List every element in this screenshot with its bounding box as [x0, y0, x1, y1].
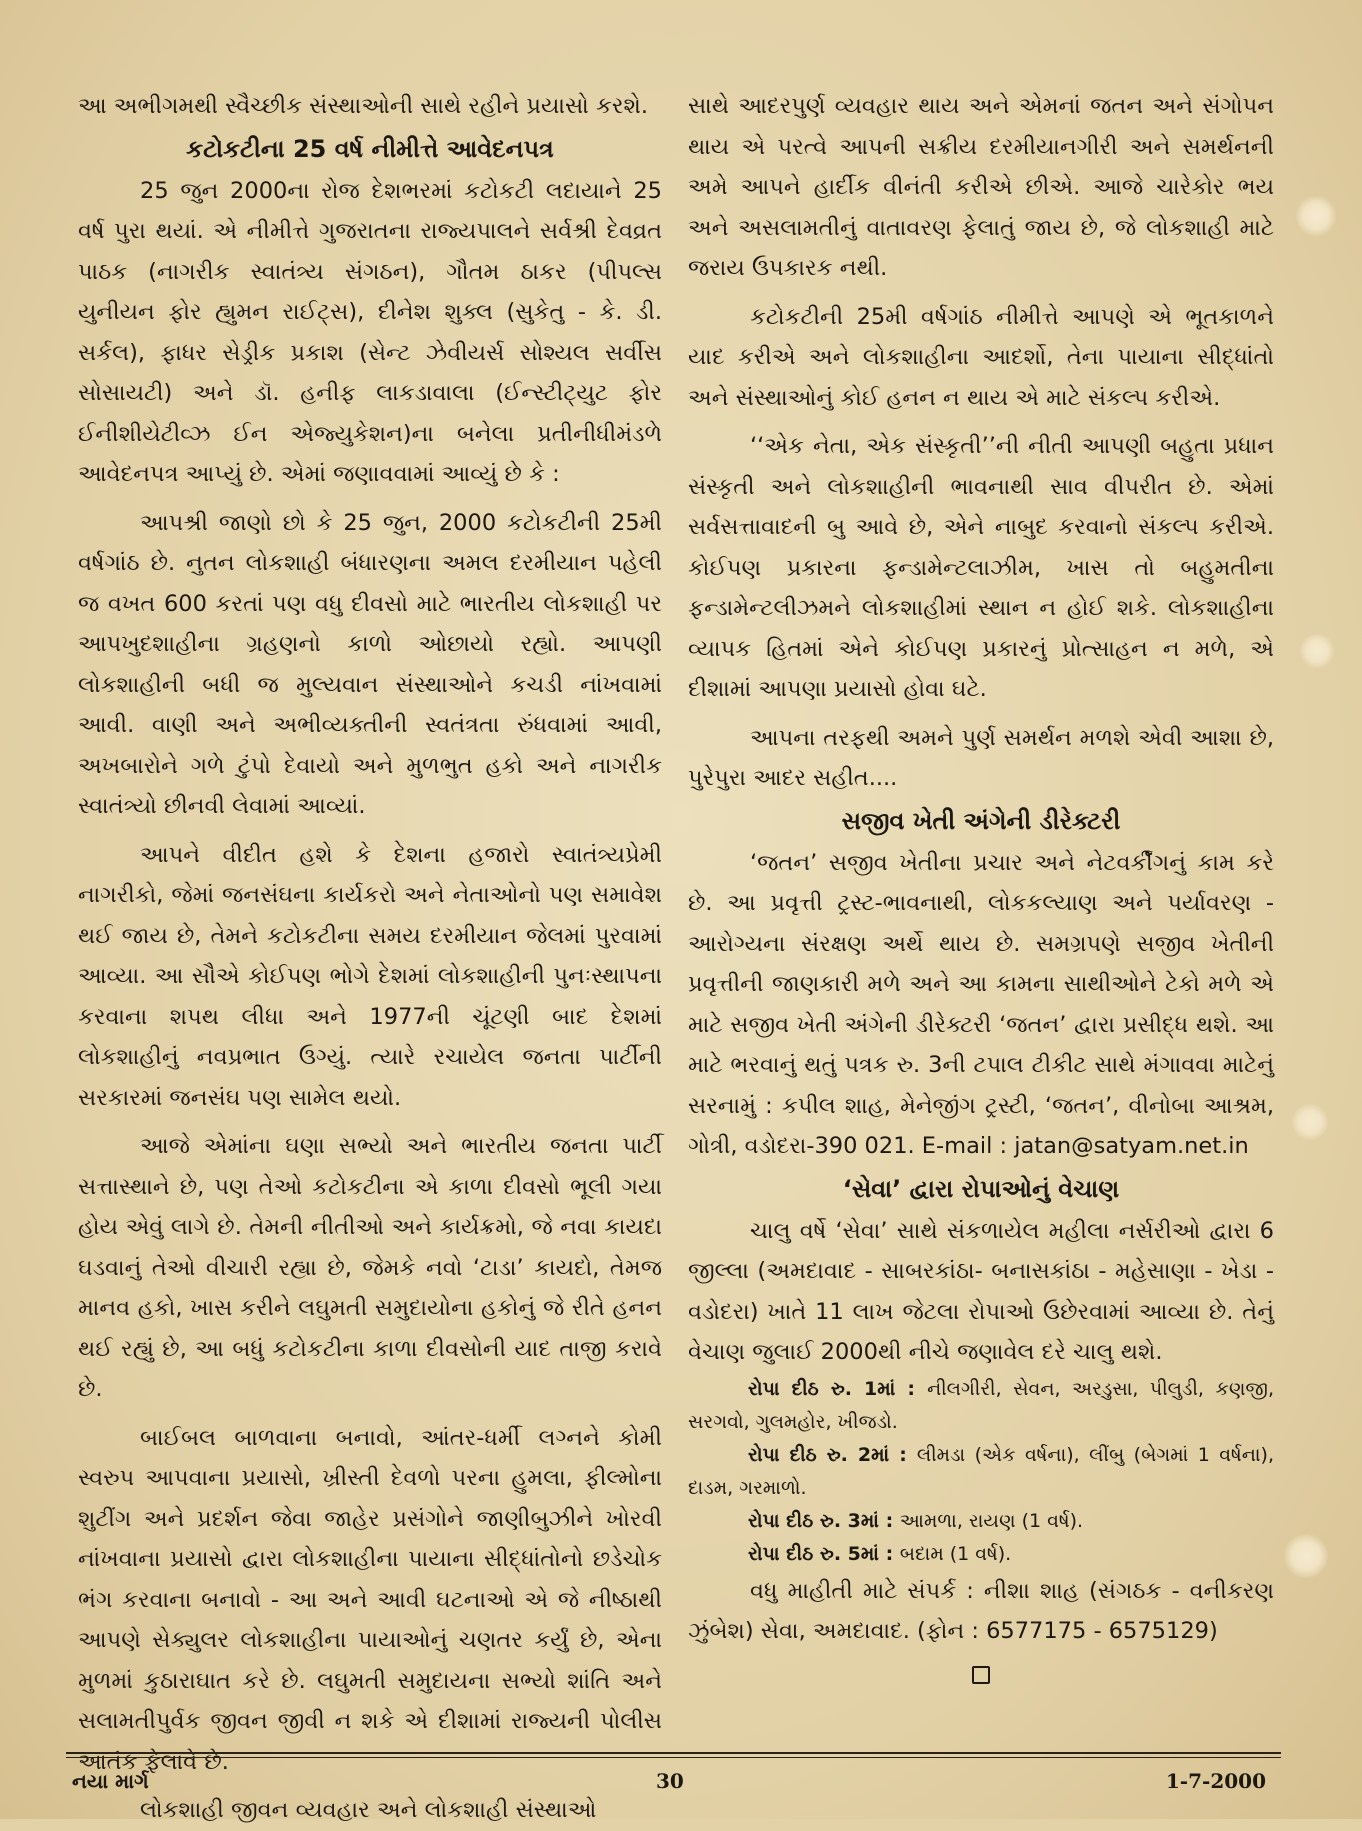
rate-label-4: રોપા દીઠ રુ. 5માં : — [748, 1542, 900, 1565]
rate-label-1: રોપા દીઠ રુ. 1માં : — [748, 1377, 928, 1400]
section-heading-emergency: કટોકટીના 25 વર્ષ નીમીત્તે આવેદનપત્ર — [186, 134, 554, 163]
paper-spot — [1300, 634, 1334, 668]
right-column — [688, 86, 1274, 1756]
section-heading-sapling-sale: ‘સેવા’ દ્વારા રોપાઓનું વેચાણ — [842, 1174, 1120, 1203]
right-sapling-paragraph: ચાલુ વર્ષે ‘સેવા’ સાથે સંકળાયેલ મહીલા નર્સરીઓ દ્વારા 6 જીલ્લા (અમદાવાદ - સાબરકાંઠા- બનાસકાંઠા - મહેસાણા - ખેડા - વડોદરા) ખાતે 11 લાખ જેટલા રોપાઓ ઉછેરવામાં આવ્યા છે. તેનું વેચાણ જુલાઈ 2000થી નીચે જણાવેલ દરે ચાલુ થશે. — [688, 1217, 1274, 1365]
rate-items-2: લીમડા (એક વર્ષના), લીંબુ (બેગમાં 1 વર્ષના), દાડમ, ગરમાળો. — [688, 1443, 1274, 1499]
left-paragraph-2: આપશ્રી જાણો છો કે 25 જુન, 2000 કટોકટીની 25મી વર્ષગાંઠ છે. નુતન લોકશાહી બંધારણના અમલ દરમીયાન પહેલી જ વખત 600 કરતાં પણ વધુ દીવસો માટે ભારતીય લોકશાહી પર આપખુદશાહીના ગ્રહણનો કાળો ઓછાયો રહ્યો. આપણી લોકશાહીની બધી જ મુલ્યવાન સંસ્થાઓને કચડી નાંખવામાં આવી. વાણી અને અભીવ્યક્તીની સ્વતંત્રતા રુંધવામાં આવી, અખબારોને ગળે ટુંપો દેવાયો અને મુળભુત હકો અને નાગરીક સ્વાતંત્ર્યો છીનવી લેવામાં આવ્યાં. — [78, 509, 662, 819]
rate-line-2 — [688, 1439, 1274, 1505]
rate-label-2: રોપા દીઠ રુ. 2માં : — [748, 1443, 917, 1466]
right-continuation-paragraph: સાથે આદરપુર્ણ વ્યવહાર થાય અને એમનાં જતન અને સંગોપન થાય એ પરત્વે આપની સક્રીય દરમીયાનગીરી અને સમર્થનની અમે આપને હાર્દીક વીનંતી કરીએ છીએ. આજે ચારેકોર ભય અને અસલામતીનું વાતાવરણ ફેલાતું જાય છે, જે લોકશાહી માટે જરાય ઉપકારક નથી. — [688, 93, 1274, 281]
right-paragraph-1: કટોકટીની 25મી વર્ષગાંઠ નીમીત્તે આપણે એ ભૂતકાળને યાદ કરીએ અને લોકશાહીના આદર્શો, તેના પાયાના સીદ્ધાંતો અને સંસ્થાઓનું કોઈ હનન ન થાય એ માટે સંકલ્પ કરીએ. — [688, 303, 1274, 411]
footer-rule — [66, 1752, 1281, 1754]
rate-items-4: બદામ (1 વર્ષ). — [899, 1542, 1012, 1565]
magazine-name: નયા માર્ગ — [72, 1769, 149, 1793]
right-paragraph-2: ‘‘એક નેતા, એક સંસ્કૃતી’’ની નીતી આપણી બહુતા પ્રધાન સંસ્કૃતી અને લોકશાહીની ભાવનાથી સાવ વીપરીત છે. એમાં સર્વસત્તાવાદની બુ આવે છે, એને નાબુદ કરવાનો સંકલ્પ કરીએ. કોઈપણ પ્રકારના ફન્ડામેન્ટલાઝીમ, ખાસ તો બહુમતીના ફન્ડામેન્ટલીઝમને લોકશાહીમાં સ્થાન ન હોઈ શકે. લોકશાહીના વ્યાપક હિતમાં એને કોઈપણ પ્રકારનું પ્રોત્સાહન ન મળે, એ દીશામાં આપણા પ્રયાસો હોવા ઘટે. — [688, 433, 1274, 702]
section-heading-organic-farming: સજીવ ખેતી અંગેની ડીરેક્ટરી — [841, 806, 1121, 835]
left-paragraph-3: આપને વીદીત હશે કે દેશના હજારો સ્વાતંત્ર્યપ્રેમી નાગરીકો, જેમાં જનસંઘના કાર્યકરો અને નેતાઓનો પણ સમાવેશ થઈ જાય છે, તેમને કટોકટીના સમય દરમીયાન જેલમાં પુરવામાં આવ્યા. આ સૌએ કોઈપણ ભોગે દેશમાં લોકશાહીની પુનઃસ્થાપના કરવાના શપથ લીધા અને 1977ની ચૂંટણી બાદ દેશમાં લોકશાહીનું નવપ્રભાત ઉગ્યું. ત્યારે રચાયેલ જનતા પાર્ટીની સરકારમાં જનસંઘ પણ સામેલ થયો. — [78, 841, 662, 1111]
rate-items-3: આમળા, રાયણ (1 વર્ષ). — [899, 1509, 1084, 1532]
page-number: 30 — [656, 1769, 684, 1793]
left-paragraph-5: બાઈબલ બાળવાના બનાવો, આંતર-ધર્મી લગ્નને કોમી સ્વરુપ આપવાના પ્રયાસો, ખ્રીસ્તી દેવળો પરના હુમલા, ફીલ્મોના શુટીંગ અને પ્રદર્શન જેવા જાહેર પ્રસંગોને જાણીબુઝીને ખોરવી નાંખવાના પ્રયાસો દ્વારા લોકશાહીના પાયાના સીદ્ધાંતોનો છડેચોક ભંગ કરવાના બનાવો - આ અને આવી ઘટનાઓ એ જે નીષ્ઠાથી આપણે સેક્યુલર લોકશાહીના પાયાઓનું ચણતર કર્યું છે, એના મુળમાં કુઠારાઘાત કરે છે. લઘુમતી સમુદાયના સભ્યો શાંતિ અને સલામતીપુર્વક જીવન જીવી ન શકે એ દીશામાં રાજ્યની પોલીસ આતંક ફેલાવે છે. — [78, 1424, 662, 1775]
contact-paragraph: વધુ માહીતી માટે સંપર્ક : નીશા શાહ (સંગઠક - વનીકરણ ઝુંબેશ) સેવા, અમદાવાદ. (ફોન : 6577175 - 6575129) — [688, 1577, 1274, 1644]
left-paragraph-6: લોકશાહી જીવન વ્યવહાર અને લોકશાહી સંસ્થાઓ — [140, 1797, 597, 1823]
right-organic-paragraph: ‘જતન’ સજીવ ખેતીના પ્રચાર અને નેટવર્કીંગનું કામ કરે છે. આ પ્રવૃત્તી ટ્રસ્ટ-ભાવનાથી, લોકકલ્યાણ અને પર્યાવરણ - આરોગ્યના સંરક્ષણ અર્થે થાય છે. સમગ્રપણે સજીવ ખેતીની પ્રવૃત્તીની જાણકારી મળે અને આ કામના સાથીઓને ટેકો મળે એ માટે સજીવ ખેતી અંગેની ડીરેક્ટરી ‘જતન’ દ્વારા પ્રસીદ્ધ થશે. આ માટે ભરવાનું થતું પત્રક રુ. 3ની ટપાલ ટીકીટ સાથે મંગાવવા માટેનું સરનામું : કપીલ શાહ, મેનેજીંગ ટ્રસ્ટી, ‘જતન’, વીનોબા આશ્રમ, ગોત્રી, વડોદરા-390 021. E-mail : jatan@satyam.net.in — [688, 849, 1274, 1159]
footer-rule-thin — [66, 1757, 1281, 1758]
right-paragraph-3: આપના તરફથી અમને પુર્ણ સમર્થન મળશે એવી આશા છે, પુરેપુરા આદર સહીત.... — [688, 724, 1274, 791]
paper-spot — [1284, 1534, 1328, 1578]
issue-date: 1-7-2000 — [1165, 1769, 1266, 1793]
rate-line-4 — [688, 1538, 1274, 1571]
left-intro-paragraph: આ અભીગમથી સ્વૈચ્છીક સંસ્થાઓની સાથે રહીને પ્રયાસો કરશે. — [78, 93, 648, 119]
rate-items-1: નીલગીરી, સેવન, અરડુસા, પીલુડી, કણજી, સરગવો, ગુલમહોર, ખીજડો. — [688, 1377, 1274, 1433]
left-paragraph-1: 25 જુન 2000ના રોજ દેશભરમાં કટોકટી લદાયાને 25 વર્ષ પુરા થયાં. એ નીમીત્તે ગુજરાતના રાજ્યપાલને સર્વશ્રી દેવવ્રત પાઠક (નાગરીક સ્વાતંત્ર્ય સંગઠન), ગૌતમ ઠાકર (પીપલ્સ યુનીયન ફોર હ્યુમન રાઈટ્સ), દીનેશ શુક્લ (સુકેતુ - કે. ડી. સર્કલ), ફાધર સેડ્રીક પ્રકાશ (સેન્ટ ઝેવીયર્સ સોશ્યલ સર્વીસ સોસાયટી) અને ડૉ. હનીફ લાકડાવાલા (ઈન્સ્ટીટ્યુટ ફોર ઈનીશીયેટીવ્ઝ ઈન એજ્યુકેશન)ના બનેલા પ્રતીનીધીમંડળે આવેદનપત્ર આપ્યું છે. એમાં જણાવવામાં આવ્યું છે કે : — [78, 177, 662, 487]
rate-line-1 — [688, 1373, 1274, 1439]
rate-line-3 — [688, 1505, 1274, 1538]
paper-spot — [1292, 1104, 1328, 1140]
left-paragraph-4: આજે એમાંના ઘણા સભ્યો અને ભારતીય જનતા પાર્ટી સત્તાસ્થાને છે, પણ તેઓ કટોકટીના એ કાળા દીવસો ભૂલી ગયા હોય એવું લાગે છે. તેમની નીતીઓ અને કાર્યક્રમો, જે નવા કાયદા ઘડવાનું તેઓ વીચારી રહ્યા છે, જેમકે નવો ‘ટાડા’ કાયદો, તેમજ માનવ હકો, ખાસ કરીને લઘુમતી સમુદાયોના હકોનું જે રીતે હનન થઈ રહ્યું છે, આ બધું કટોકટીના કાળા દીવસોની યાદ તાજી કરાવે છે. — [78, 1133, 662, 1402]
rate-label-3: રોપા દીઠ રુ. 3માં : — [748, 1509, 900, 1532]
end-of-article-square-icon — [972, 1666, 990, 1684]
paper-spot — [1296, 196, 1336, 236]
